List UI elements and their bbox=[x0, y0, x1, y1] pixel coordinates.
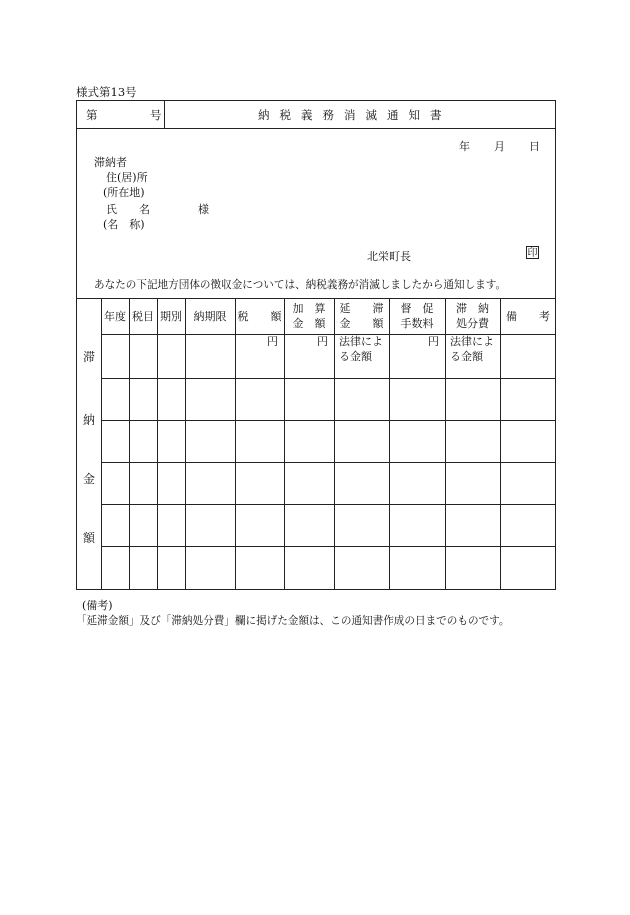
taxpayer-label: 滞納者 bbox=[94, 156, 127, 169]
remarks-text: 「延滞金額」及び「滞納処分費」欄に掲げた金額は、この通知書作成の日までのものです。 bbox=[76, 615, 510, 627]
table-row-line bbox=[101, 504, 556, 505]
address-sub-label: (所在地) bbox=[103, 186, 145, 199]
side-label-char: 滞 bbox=[83, 350, 96, 364]
table-row-line bbox=[101, 378, 556, 379]
issuer-name: 北栄町長 bbox=[367, 250, 411, 263]
honorific: 様 bbox=[198, 203, 209, 216]
date-month: 月 bbox=[494, 140, 505, 153]
header-additional-amount-line1: 加 算 bbox=[292, 302, 326, 315]
header-additional-amount-line2: 金 額 bbox=[292, 317, 326, 330]
header-delinquency-amount-line1: 延 滞 bbox=[339, 302, 384, 315]
header-disposition-cost-line2: 処分費 bbox=[456, 317, 489, 330]
disposition-note-line1: 法律によ bbox=[450, 335, 494, 348]
table-col-line bbox=[334, 298, 335, 590]
table-col-line bbox=[101, 298, 102, 590]
table-col-line bbox=[445, 298, 446, 590]
header-tax-item: 税目 bbox=[132, 310, 154, 323]
header-split-line bbox=[164, 100, 165, 128]
date-day: 日 bbox=[529, 140, 540, 153]
reminder-fee-unit: 円 bbox=[428, 335, 439, 348]
header-disposition-cost-line1: 滞 納 bbox=[456, 302, 489, 315]
form-number: 様式第13号 bbox=[76, 85, 137, 99]
header-fiscal-year: 年度 bbox=[104, 310, 126, 323]
table-col-line bbox=[185, 298, 186, 590]
seal-mark: 印 bbox=[527, 248, 538, 259]
tax-amount-unit: 円 bbox=[267, 335, 278, 348]
document-title: 納税義務消滅通知書 bbox=[258, 108, 452, 122]
side-label-char: 額 bbox=[83, 531, 96, 545]
table-row-line bbox=[101, 462, 556, 463]
table-col-line bbox=[500, 298, 501, 590]
name-label: 氏 名 bbox=[106, 203, 150, 216]
header-remarks: 備 考 bbox=[506, 310, 550, 323]
disposition-note-line2: る金額 bbox=[450, 350, 483, 363]
header-reminder-fee-line1: 督 促 bbox=[400, 302, 434, 315]
table-top-line bbox=[76, 298, 556, 299]
header-period: 期別 bbox=[160, 310, 182, 323]
number-prefix: 第 bbox=[86, 108, 98, 122]
name-sub-label: (名 称) bbox=[103, 218, 145, 231]
delinquency-note-line2: る金額 bbox=[339, 350, 372, 363]
side-label-char: 納 bbox=[83, 413, 96, 427]
table-row-line bbox=[101, 420, 556, 421]
table-col-line bbox=[157, 298, 158, 590]
header-divider bbox=[76, 128, 556, 129]
table-col-line bbox=[129, 298, 130, 590]
delinquency-note-line1: 法律によ bbox=[339, 335, 383, 348]
additional-amount-unit: 円 bbox=[317, 335, 328, 348]
table-col-line bbox=[284, 298, 285, 590]
table-row-line bbox=[101, 546, 556, 547]
header-reminder-fee-line2: 手数料 bbox=[400, 317, 434, 330]
number-suffix: 号 bbox=[150, 108, 162, 122]
address-label: 住(居)所 bbox=[106, 171, 148, 184]
header-delinquency-amount-line2: 金 額 bbox=[339, 317, 384, 330]
table-col-line bbox=[235, 298, 236, 590]
header-tax-amount: 税 額 bbox=[237, 310, 282, 323]
side-label-char: 金 bbox=[83, 472, 96, 486]
date-year: 年 bbox=[459, 140, 470, 153]
notice-text: あなたの下記地方団体の徴収金については、納税義務が消滅しましたから通知します。 bbox=[94, 279, 507, 291]
table-col-line bbox=[389, 298, 390, 590]
remarks-label: (備考) bbox=[82, 599, 113, 612]
header-due-date: 納期限 bbox=[193, 310, 227, 323]
